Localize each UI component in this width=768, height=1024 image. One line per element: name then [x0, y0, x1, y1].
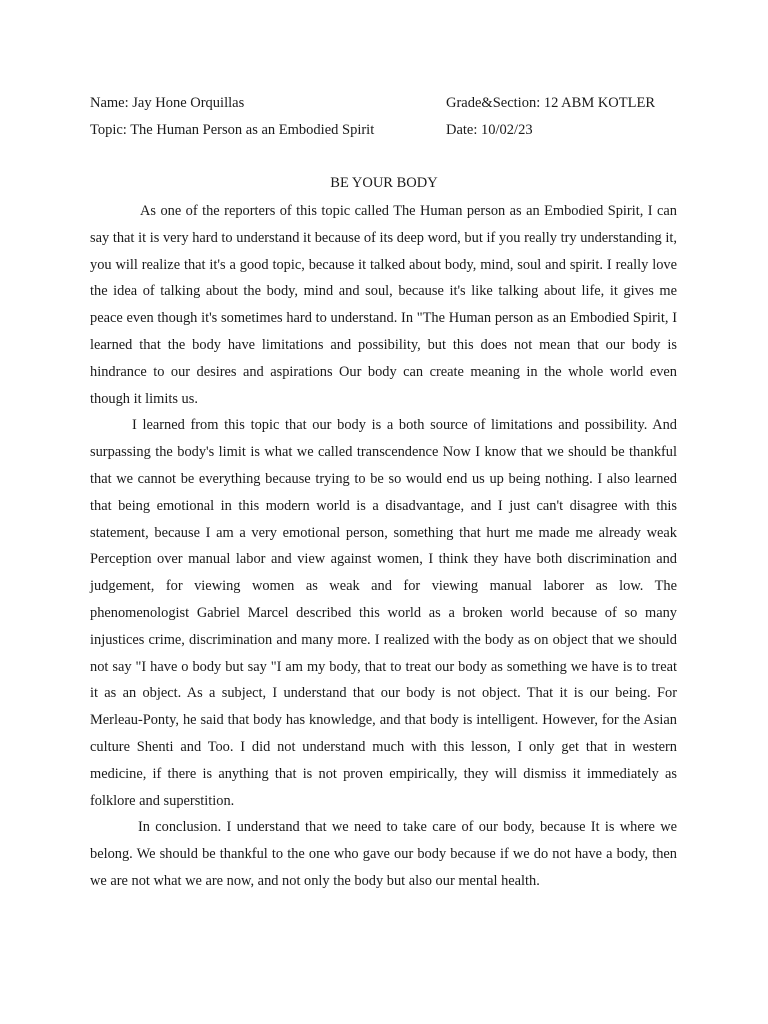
topic-line: Topic: The Human Person as an Embodied Spirit [90, 122, 375, 138]
date-line: Date: 10/02/23 [446, 122, 533, 138]
essay-title: BE YOUR BODY [330, 175, 438, 191]
student-name: Name: Jay Hone Orquillas [90, 95, 245, 111]
essay-body [90, 198, 677, 895]
paragraph-2: I learned from this topic that our body is a both source of limitations and possibility. And surpassing the body's limit is what we called transcendence Now I know that we should be thankful that we cannot be everything because trying to be so would end us up being nothing. I also learned that being emotional in this modern world is a disadvantage, and I just can't disagree with this statement, because I am a very emotional person, something that hurt me made me already weak Perception over manual labor and view against women, I think they have both discrimination and judgement, for viewing women as weak and for viewing manual laborer as low. The phenomenologist Gabriel Marcel described this world as a broken world because of so many injustices crime, discrimination and many more. I realized with the body as on object that we should not say "I have o body but say "I am my body, that to treat our body as something we have is to treat it as an object. As a subject, I understand that our body is not object. That it is our being. For Merleau-Ponty, he said that body has knowledge, and that body is intelligent. However, for the Asian culture Shenti and Too. I did not understand much with this lesson, I only get that in western medicine, if there is anything that is not proven empirically, they will dismiss it immediately as folklore and superstition. [90, 417, 677, 809]
paragraph-3: In conclusion. I understand that we need to take care of our body, because It is where we belong. We should be thankful to the one who gave our body because if we do not have a body, then we are not what we are now, and not only the body but also our mental health. [90, 819, 677, 889]
paragraph-1: As one of the reporters of this topic called The Human person as an Embodied Spirit, I can say that it is very hard to understand it because of its deep word, but if you really try understanding it, you will realize that it's a good topic, because it talked about body, mind, soul and spirit. I really love the idea of talking about the body, mind and soul, because it's like talking about life, it gives me peace even though it's sometimes hard to understand. In "The Human person as an Embodied Spirit, I learned that the body have limitations and possibility, but this does not mean that our body is hindrance to our desires and aspirations Our body can create meaning in the whole world even though it limits us. [90, 203, 677, 407]
grade-section: Grade&Section: 12 ABM KOTLER [446, 95, 656, 111]
